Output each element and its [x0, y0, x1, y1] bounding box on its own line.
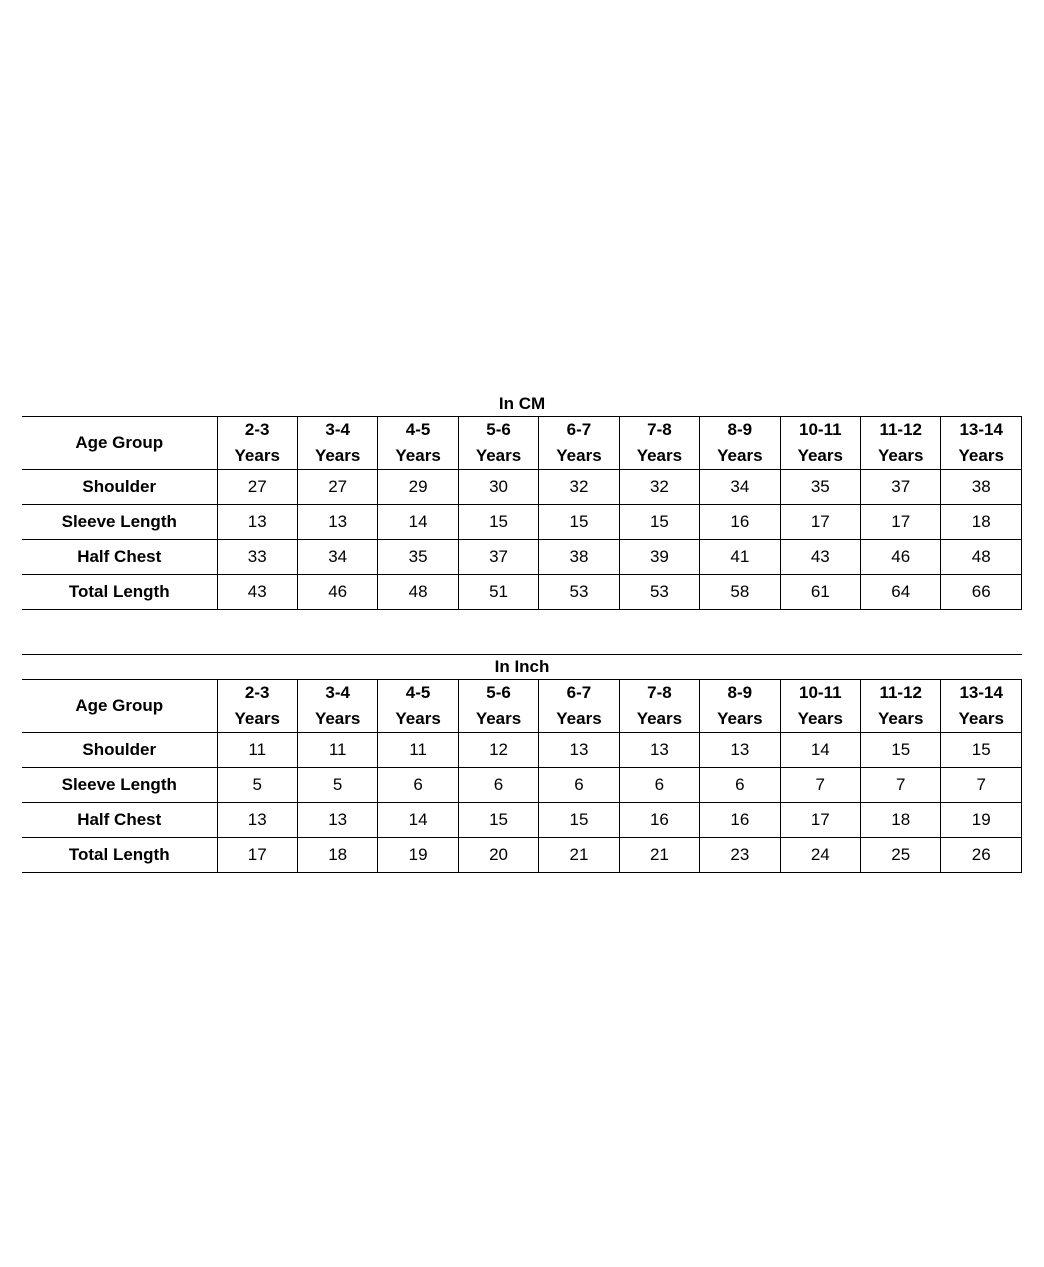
measurement-cell: 7 [861, 768, 941, 803]
age-column-header [941, 417, 1022, 470]
row-label: Half Chest [22, 540, 217, 575]
age-range: 6-7 [566, 420, 592, 439]
age-column-header [217, 680, 297, 733]
age-column-header [378, 417, 458, 470]
measurement-cell: 17 [780, 505, 860, 540]
age-column-header [941, 680, 1022, 733]
measurement-cell: 16 [700, 803, 780, 838]
age-unit: Years [395, 709, 441, 728]
measurement-cell: 17 [861, 505, 941, 540]
measurement-cell: 15 [458, 803, 538, 838]
measurement-cell: 14 [378, 803, 458, 838]
measurement-cell: 15 [619, 505, 699, 540]
row-label: Shoulder [22, 733, 217, 768]
measurement-cell: 17 [217, 838, 297, 873]
size-table-inch [22, 654, 1022, 873]
measurement-cell: 53 [619, 575, 699, 610]
measurement-cell: 41 [700, 540, 780, 575]
age-unit: Years [878, 709, 924, 728]
age-column-header [297, 417, 377, 470]
age-range: 3-4 [325, 420, 350, 439]
age-range: 2-3 [244, 420, 270, 439]
measurement-cell: 32 [539, 470, 619, 505]
age-unit: Years [636, 446, 683, 465]
measurement-cell: 38 [941, 470, 1022, 505]
measurement-cell: 64 [861, 575, 941, 610]
measurement-cell: 33 [217, 540, 297, 575]
measurement-cell: 13 [297, 505, 377, 540]
row-label: Total Length [22, 575, 217, 610]
measurement-cell: 12 [458, 733, 538, 768]
row-label: Total Length [22, 838, 217, 873]
size-table [22, 679, 1022, 873]
measurement-cell: 11 [217, 733, 297, 768]
age-range: 7-8 [647, 683, 672, 702]
measurement-cell: 13 [217, 505, 297, 540]
measurement-cell: 13 [539, 733, 619, 768]
age-group-header: Age Group [22, 680, 217, 733]
measurement-cell: 11 [297, 733, 377, 768]
measurement-cell: 30 [458, 470, 538, 505]
age-column-header [378, 680, 458, 733]
measurement-cell: 18 [861, 803, 941, 838]
row-label: Sleeve Length [22, 768, 217, 803]
table-row [22, 575, 1022, 610]
age-unit: Years [797, 709, 843, 728]
age-range: 11-12 [879, 420, 922, 439]
measurement-cell: 32 [619, 470, 699, 505]
age-range: 3-4 [325, 683, 350, 702]
size-table-cm [22, 392, 1022, 610]
row-label: Sleeve Length [22, 505, 217, 540]
measurement-cell: 46 [861, 540, 941, 575]
measurement-cell: 58 [700, 575, 780, 610]
row-label: Half Chest [22, 803, 217, 838]
age-unit: Years [797, 446, 843, 465]
measurement-cell: 18 [941, 505, 1022, 540]
measurement-cell: 21 [619, 838, 699, 873]
table-row [22, 838, 1022, 873]
measurement-cell: 11 [378, 733, 458, 768]
age-range: 10-11 [799, 683, 842, 702]
age-range: 6-7 [566, 683, 592, 702]
measurement-cell: 5 [297, 768, 377, 803]
age-unit: Years [878, 446, 924, 465]
measurement-cell: 29 [378, 470, 458, 505]
measurement-cell: 27 [297, 470, 377, 505]
age-unit: Years [475, 709, 522, 728]
age-range: 10-11 [799, 420, 842, 439]
measurement-cell: 20 [458, 838, 538, 873]
measurement-cell: 6 [378, 768, 458, 803]
header-row [22, 680, 1022, 733]
table-row [22, 470, 1022, 505]
age-column-header [700, 680, 780, 733]
row-label: Shoulder [22, 470, 217, 505]
age-range: 7-8 [647, 420, 672, 439]
measurement-cell: 35 [378, 540, 458, 575]
measurement-cell: 26 [941, 838, 1022, 873]
measurement-cell: 15 [539, 505, 619, 540]
measurement-cell: 23 [700, 838, 780, 873]
age-range: 11-12 [879, 683, 922, 702]
age-range: 4-5 [405, 683, 431, 702]
measurement-cell: 48 [378, 575, 458, 610]
age-unit: Years [234, 446, 280, 465]
measurement-cell: 38 [539, 540, 619, 575]
measurement-cell: 51 [458, 575, 538, 610]
measurement-cell: 35 [780, 470, 860, 505]
measurement-cell: 17 [780, 803, 860, 838]
age-unit: Years [958, 446, 1004, 465]
measurement-cell: 16 [700, 505, 780, 540]
measurement-cell: 7 [941, 768, 1022, 803]
age-unit: Years [234, 709, 280, 728]
measurement-cell: 37 [861, 470, 941, 505]
measurement-cell: 43 [217, 575, 297, 610]
age-unit: Years [556, 709, 602, 728]
age-column-header [619, 417, 699, 470]
measurement-cell: 15 [941, 733, 1022, 768]
age-column-header [700, 417, 780, 470]
age-range: 5-6 [486, 683, 511, 702]
age-column-header [619, 680, 699, 733]
age-column-header [458, 680, 538, 733]
measurement-cell: 15 [458, 505, 538, 540]
table-title: In CM [498, 394, 546, 413]
measurement-cell: 13 [297, 803, 377, 838]
age-unit: Years [717, 709, 763, 728]
measurement-cell: 13 [619, 733, 699, 768]
measurement-cell: 46 [297, 575, 377, 610]
age-unit: Years [717, 446, 763, 465]
age-column-header [539, 417, 619, 470]
measurement-cell: 34 [297, 540, 377, 575]
age-range: 13-14 [959, 420, 1003, 439]
size-table [22, 416, 1022, 610]
age-column-header [861, 680, 941, 733]
measurement-cell: 66 [941, 575, 1022, 610]
measurement-cell: 19 [378, 838, 458, 873]
table-row [22, 803, 1022, 838]
measurement-cell: 7 [780, 768, 860, 803]
measurement-cell: 53 [539, 575, 619, 610]
measurement-cell: 37 [458, 540, 538, 575]
age-range: 8-9 [727, 420, 753, 439]
measurement-cell: 39 [619, 540, 699, 575]
age-group-header: Age Group [22, 417, 217, 470]
age-column-header [780, 417, 860, 470]
age-column-header [539, 680, 619, 733]
measurement-cell: 24 [780, 838, 860, 873]
measurement-cell: 5 [217, 768, 297, 803]
measurement-cell: 34 [700, 470, 780, 505]
measurement-cell: 13 [700, 733, 780, 768]
measurement-cell: 6 [539, 768, 619, 803]
age-column-header [458, 417, 538, 470]
table-row [22, 733, 1022, 768]
age-unit: Years [636, 709, 683, 728]
table-row [22, 768, 1022, 803]
age-column-header [861, 417, 941, 470]
age-range: 13-14 [959, 683, 1003, 702]
measurement-cell: 15 [539, 803, 619, 838]
measurement-cell: 6 [619, 768, 699, 803]
age-unit: Years [958, 709, 1004, 728]
measurement-cell: 61 [780, 575, 860, 610]
measurement-cell: 21 [539, 838, 619, 873]
measurement-cell: 6 [458, 768, 538, 803]
measurement-cell: 6 [700, 768, 780, 803]
age-unit: Years [314, 709, 361, 728]
age-range: 4-5 [405, 420, 431, 439]
age-unit: Years [314, 446, 361, 465]
age-column-header [297, 680, 377, 733]
age-unit: Years [395, 446, 441, 465]
measurement-cell: 15 [861, 733, 941, 768]
age-range: 5-6 [486, 420, 511, 439]
age-range: 2-3 [244, 683, 270, 702]
measurement-cell: 48 [941, 540, 1022, 575]
age-column-header [780, 680, 860, 733]
table-title: In Inch [494, 657, 550, 676]
age-unit: Years [475, 446, 522, 465]
age-unit: Years [556, 446, 602, 465]
measurement-cell: 43 [780, 540, 860, 575]
measurement-cell: 16 [619, 803, 699, 838]
measurement-cell: 14 [780, 733, 860, 768]
measurement-cell: 19 [941, 803, 1022, 838]
measurement-cell: 25 [861, 838, 941, 873]
measurement-cell: 13 [217, 803, 297, 838]
measurement-cell: 27 [217, 470, 297, 505]
table-row [22, 505, 1022, 540]
table-row [22, 540, 1022, 575]
header-row [22, 417, 1022, 470]
age-range: 8-9 [727, 683, 753, 702]
age-column-header [217, 417, 297, 470]
measurement-cell: 14 [378, 505, 458, 540]
measurement-cell: 18 [297, 838, 377, 873]
